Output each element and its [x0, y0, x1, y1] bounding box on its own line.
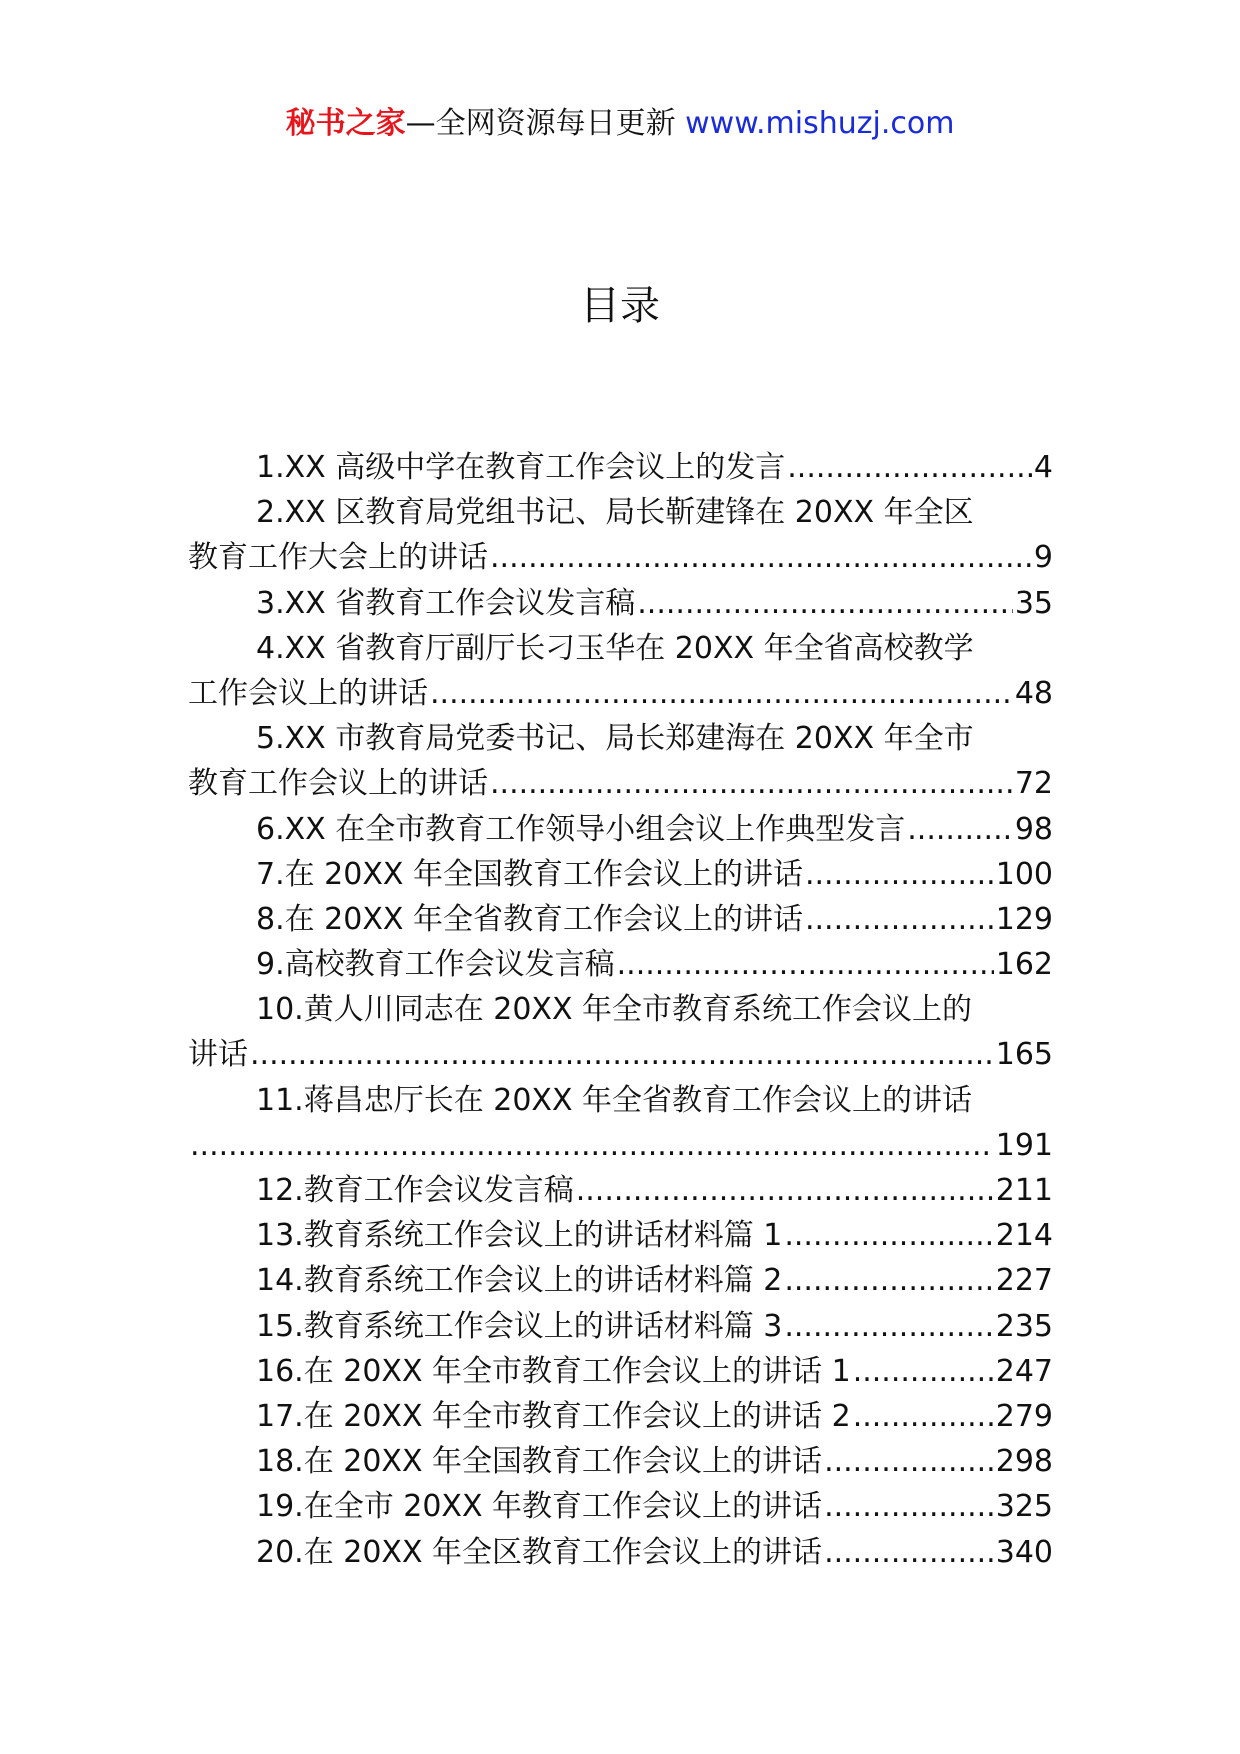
- toc-entry-title: 18.在 20XX 年全国教育工作会议上的讲话: [256, 1444, 823, 1480]
- toc-entry[interactable]: [188, 716, 1053, 806]
- toc-entry-title: 20.在 20XX 年全区教育工作会议上的讲话: [256, 1534, 823, 1570]
- toc-leader-dots: [782, 1304, 993, 1349]
- toc-entry-title: 3.XX 省教育工作会议发言稿: [256, 585, 636, 621]
- toc-entry[interactable]: [188, 1078, 1053, 1168]
- toc-entry-line: [188, 1123, 1053, 1168]
- toc-entry-title: 10.黄人川同志在 20XX 年全市教育系统工作会议上的: [256, 992, 973, 1028]
- toc-entry-title: 12.教育工作会议发言稿: [256, 1173, 574, 1208]
- toc-entry-title: 11.蒋昌忠厅长在 20XX 年全省教育工作会议上的讲话: [256, 1082, 973, 1118]
- toc-leader-dots: [822, 1439, 994, 1484]
- toc-leader-dots: [248, 1032, 994, 1077]
- toc-leader-dots: [488, 761, 1013, 806]
- toc-page-number: 325: [995, 1489, 1053, 1525]
- toc-page-number: 48: [1014, 675, 1053, 711]
- toc-entry[interactable]: [188, 807, 1053, 852]
- toc-leader-dots: [428, 671, 1013, 716]
- toc-page-number: 129: [995, 901, 1053, 937]
- toc-entry[interactable]: [188, 852, 1053, 897]
- toc-page-number: 211: [995, 1173, 1053, 1208]
- toc-leader-dots: [488, 535, 1032, 580]
- toc-entry-title: 15.教育系统工作会议上的讲话材料篇 3: [256, 1308, 783, 1344]
- toc-entry-line: [188, 852, 1053, 897]
- toc-entry-title: 5.XX 市教育局党委书记、局长郑建海在 20XX 年全市: [256, 721, 974, 757]
- toc-leader-dots: [822, 1530, 994, 1575]
- toc-entry-line: [188, 761, 1053, 806]
- toc-leader-dots: [803, 897, 994, 942]
- toc-leader-dots: [803, 852, 994, 897]
- toc-page-number: 340: [995, 1534, 1053, 1570]
- toc-entry-line: [188, 1484, 1053, 1529]
- toc-leader-dots: [782, 1213, 993, 1258]
- toc-page-number: 279: [995, 1398, 1053, 1434]
- toc-entry[interactable]: [188, 1213, 1053, 1258]
- toc-entry-title: 讲话: [188, 1037, 248, 1073]
- toc-entry-line: [188, 626, 1053, 671]
- toc-entry[interactable]: [188, 445, 1053, 490]
- toc-entry[interactable]: [188, 987, 1053, 1077]
- toc-entry-line: [188, 1304, 1053, 1349]
- toc-entry-line: [188, 671, 1053, 716]
- toc-entry[interactable]: [188, 1530, 1053, 1575]
- toc-page-number: 162: [995, 947, 1053, 983]
- toc-entry-title: 1.XX 高级中学在教育工作会议上的发言: [256, 450, 786, 485]
- toc-leader-dots: [188, 1123, 994, 1168]
- toc-leader-dots: [615, 942, 994, 987]
- toc-entry-line: [188, 1349, 1053, 1394]
- toc-entry-line: [188, 942, 1053, 987]
- toc-entry-line: [188, 807, 1053, 852]
- toc-entry-line: [188, 490, 1053, 535]
- toc-leader-dots: [822, 1484, 994, 1529]
- toc-entry[interactable]: [188, 1394, 1053, 1439]
- toc-entry[interactable]: [188, 1484, 1053, 1529]
- toc-entry-line: [188, 1213, 1053, 1258]
- table-of-contents: [188, 445, 1053, 1575]
- toc-entry-line: [188, 1078, 1053, 1123]
- toc-page-number: 4: [1033, 450, 1053, 485]
- toc-entry[interactable]: [188, 581, 1053, 626]
- toc-entry-title: 7.在 20XX 年全国教育工作会议上的讲话: [256, 856, 803, 892]
- toc-entry-line: [188, 581, 1053, 626]
- toc-leader-dots: [574, 1168, 994, 1213]
- toc-entry-line: [188, 1168, 1053, 1213]
- toc-entry[interactable]: [188, 1168, 1053, 1213]
- toc-entry-line: [188, 1530, 1053, 1575]
- toc-entry-title: 19.在全市 20XX 年教育工作会议上的讲话: [256, 1489, 823, 1525]
- toc-entry-line: [188, 1032, 1053, 1077]
- toc-entry[interactable]: [188, 626, 1053, 716]
- toc-entry[interactable]: [188, 942, 1053, 987]
- toc-entry-line: [188, 716, 1053, 761]
- toc-entry-title: 教育工作大会上的讲话: [188, 540, 488, 576]
- toc-page-number: 35: [1014, 585, 1053, 621]
- toc-entry-title: 14.教育系统工作会议上的讲话材料篇 2: [256, 1263, 783, 1299]
- toc-entry-line: [188, 987, 1053, 1032]
- toc-entry-line: [188, 897, 1053, 942]
- toc-entry-title: 17.在 20XX 年全市教育工作会议上的讲话 2: [256, 1398, 851, 1434]
- toc-page-number: 165: [995, 1037, 1053, 1073]
- toc-leader-dots: [905, 807, 1013, 852]
- site-header: [0, 104, 1240, 144]
- site-url-link[interactable]: www.mishuzj.com: [685, 106, 955, 141]
- header-slogan: —全网资源每日更新: [405, 106, 676, 141]
- toc-entry-title: 4.XX 省教育厅副厅长刁玉华在 20XX 年全省高校教学: [256, 630, 974, 666]
- toc-page-number: 298: [995, 1444, 1053, 1480]
- toc-entry-line: [188, 445, 1053, 490]
- toc-page-number: 214: [995, 1218, 1053, 1254]
- toc-entry-title: 2.XX 区教育局党组书记、局长靳建锋在 20XX 年全区: [256, 495, 974, 531]
- toc-page-number: 9: [1033, 540, 1053, 576]
- toc-entry-title: 13.教育系统工作会议上的讲话材料篇 1: [256, 1218, 783, 1254]
- toc-entry-title: 8.在 20XX 年全省教育工作会议上的讲话: [256, 901, 803, 937]
- page-title: 目录: [580, 283, 660, 329]
- toc-page-number: 227: [995, 1263, 1053, 1299]
- toc-entry-title: 16.在 20XX 年全市教育工作会议上的讲话 1: [256, 1353, 851, 1389]
- toc-entry-line: [188, 535, 1053, 580]
- toc-entry-line: [188, 1394, 1053, 1439]
- toc-entry-title: 6.XX 在全市教育工作领导小组会议上作典型发言: [256, 811, 906, 847]
- toc-entry-title: 9.高校教育工作会议发言稿: [256, 947, 615, 983]
- toc-entry-line: [188, 1439, 1053, 1484]
- brand-name: 秘书之家: [285, 106, 406, 141]
- toc-entry-line: [188, 1258, 1053, 1303]
- toc-leader-dots: [851, 1394, 994, 1439]
- toc-page-number: 235: [995, 1308, 1053, 1344]
- toc-leader-dots: [635, 581, 1013, 626]
- toc-leader-dots: [785, 445, 1032, 490]
- toc-entry[interactable]: [188, 1349, 1053, 1394]
- toc-page-number: 247: [995, 1353, 1053, 1389]
- toc-entry[interactable]: [188, 1258, 1053, 1303]
- toc-page-number: 100: [995, 856, 1053, 892]
- toc-leader-dots: [782, 1258, 993, 1303]
- toc-entry-title: 教育工作会议上的讲话: [188, 766, 488, 802]
- toc-leader-dots: [851, 1349, 994, 1394]
- toc-entry[interactable]: [188, 897, 1053, 942]
- toc-page-number: 191: [995, 1127, 1053, 1163]
- toc-entry[interactable]: [188, 1439, 1053, 1484]
- toc-entry[interactable]: [188, 490, 1053, 580]
- toc-entry-title: 工作会议上的讲话: [188, 675, 428, 711]
- toc-entry[interactable]: [188, 1304, 1053, 1349]
- toc-page-number: 98: [1014, 811, 1053, 847]
- toc-page-number: 72: [1014, 766, 1053, 802]
